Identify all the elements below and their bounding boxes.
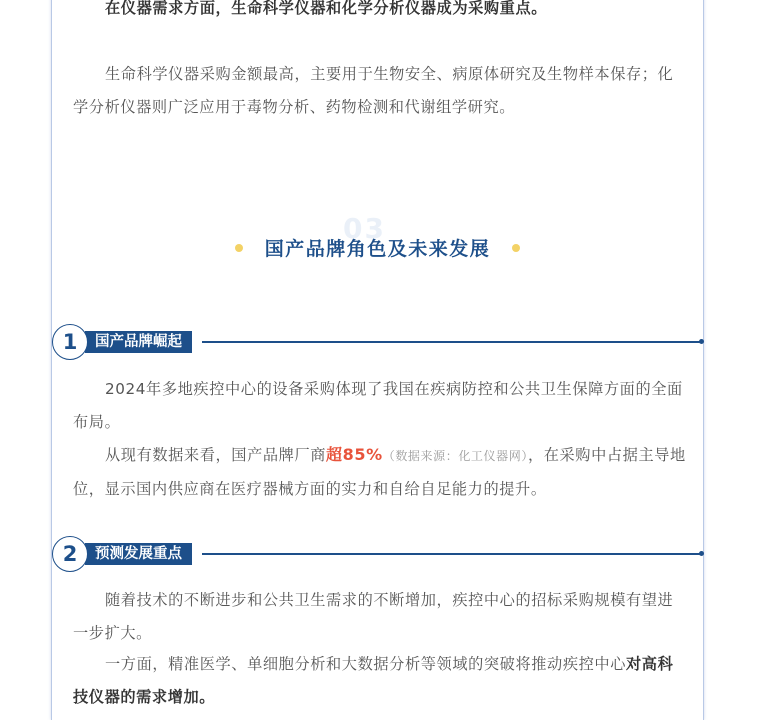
subheading-1 bbox=[52, 324, 703, 360]
sub1-paragraph-1: 2024年多地疾控中心的设备采购体现了我国在疾病防控和公共卫生保障方面的全面布局。 bbox=[73, 380, 683, 431]
sub2-p2-pre: 一方面，精准医学、单细胞分析和大数据分析等领域的突破将推动疾控中心 bbox=[105, 655, 626, 673]
sub1-p2-post: ，在采购中占据主导地位，显示国内供应商在医疗器械方面的实力和自给自足能力的提升。 bbox=[73, 446, 686, 498]
line-end-dot-icon bbox=[699, 551, 704, 556]
sub2-paragraph-2 bbox=[73, 648, 688, 714]
section-ghost-number: 03 bbox=[343, 212, 386, 245]
subheading-title: 预测发展重点 bbox=[85, 543, 192, 565]
right-dot-icon bbox=[512, 244, 520, 252]
number-badge: 2 bbox=[52, 536, 88, 572]
divider-line bbox=[202, 341, 701, 343]
sub2-p2-bold: 对高科技仪器的需求增加。 bbox=[73, 655, 674, 706]
section-title: 国产品牌角色及未来发展 bbox=[264, 238, 491, 260]
line-end-dot-icon bbox=[699, 339, 704, 344]
article-card bbox=[51, 0, 704, 720]
sub1-paragraph-2 bbox=[73, 438, 688, 506]
sub1-p2-pre: 从现有数据来看，国产品牌厂商 bbox=[105, 446, 327, 464]
number-badge: 1 bbox=[52, 324, 88, 360]
intro-paragraph: 生命科学仪器采购金额最高，主要用于生物安全、病原体研究及生物样本保存；化学分析仪器则广泛应用于毒物分析、药物检测和代谢组学研究。 bbox=[73, 65, 674, 116]
section-header bbox=[52, 234, 703, 261]
subheading-2 bbox=[52, 536, 703, 572]
highlight-percentage: 超85% bbox=[326, 445, 383, 464]
subheading-title: 国产品牌崛起 bbox=[85, 331, 192, 353]
sub2-paragraph-1: 随着技术的不断进步和公共卫生需求的不断增加，疾控中心的招标采购规模有望进一步扩大。 bbox=[73, 591, 674, 642]
intro-emphasis: 在仪器需求方面，生命科学仪器和化学分析仪器成为采购重点。 bbox=[105, 0, 548, 17]
data-source-note: （数据来源：化工仪器网） bbox=[382, 449, 528, 463]
left-dot-icon bbox=[235, 244, 243, 252]
divider-line bbox=[202, 553, 701, 555]
